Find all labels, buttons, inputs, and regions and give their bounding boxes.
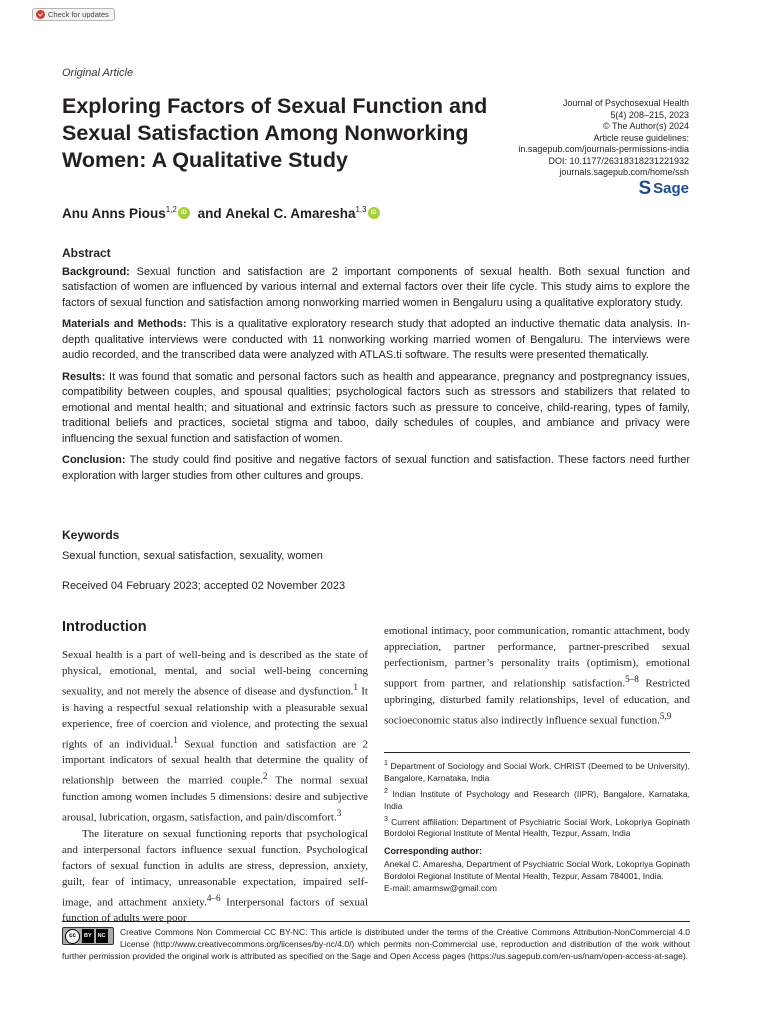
corresponding-email[interactable]: E-mail: amarmsw@gmail.com [384, 883, 498, 893]
author-2-name: Anekal C. Amaresha [225, 206, 356, 221]
affiliation-1 [384, 757, 690, 784]
journal-volume: 5(4) 208–215, 2023 [610, 109, 689, 120]
intro-paragraph-2-cont [384, 623, 690, 728]
affiliation-sup: 1 [384, 759, 388, 767]
conclusion-text: The study could find positive and negative factors of sexual function and satisfaction. These factors need further exploration with larger studies from other cultures and groups. [62, 454, 690, 482]
orcid-icon[interactable]: iD [368, 207, 380, 219]
sage-s-icon: S [638, 178, 652, 199]
intro-text: The literature on sexual functioning reports that psychological and interpersonal factors influence sexual function. Psychological factors of sexual function in adults are stress, depression, anxiety, guilt, fear of intimacy, unreasonable expectation, impaired self-image, and attachment anxiety. [62, 827, 368, 909]
affiliation-sup: 2 [384, 786, 388, 795]
license-block [62, 926, 690, 962]
journal-name: Journal of Psychosexual Health [562, 98, 689, 108]
by-icon: BY [82, 929, 94, 943]
citation[interactable]: 5,9 [659, 710, 672, 721]
intro-column-left [62, 619, 368, 926]
intro-heading: Introduction [62, 619, 147, 635]
conclusion-label: Conclusion: [62, 454, 126, 466]
author-and: and [197, 206, 222, 221]
keywords-heading: Keywords [62, 528, 120, 542]
received-dates: Received 04 February 2023; accepted 02 November 2023 [62, 580, 346, 592]
citation[interactable]: 2 [262, 771, 268, 782]
affiliation-sup: 3 [384, 814, 388, 823]
license-divider [62, 921, 690, 922]
intro-column-right [384, 623, 690, 728]
citation[interactable]: 1 [173, 734, 178, 745]
corresponding-author [384, 845, 690, 894]
corresponding-heading: Corresponding author: [384, 846, 482, 856]
affiliation-2 [384, 785, 690, 812]
results-text: It was found that somatic and personal factors such as health and appearance, pregnancy and postpregnancy issues, compatibility between couples, and spousal qualities; psychological factors such as stressors and stabilizers that related to emotional and mental health; and situational and extrinsic factors such as pressure to conceive, child-rearing, types of family, traditional beliefs and practices, societal stigma and taboo, daily schedules of couples, and ambiance and privacy were influencing the sexual function and satisfaction of women. [62, 370, 690, 445]
intro-text: The normal sexual function among women includes 5 dimensions: desire and subjective arousal, lubrication, orgasm, satisfaction, and pain/discomfort. [62, 774, 368, 824]
citation[interactable]: 5–8 [625, 674, 639, 684]
citation[interactable]: 3 [336, 807, 342, 818]
reuse-label: Article reuse guidelines: [593, 132, 689, 143]
intro-text: Sexual health is a part of well-being and is described as the state of physical, emotional, mental, and social well-being concerning sexuality, and not merely the absence of disease and dysfunction. [62, 649, 368, 698]
journal-meta [518, 98, 689, 179]
abstract-heading: Abstract [62, 246, 111, 260]
background-label: Background: [62, 265, 130, 278]
article-title: Exploring Factors of Sexual Function and Sexual Satisfaction Among Nonworking Women: A Qualitative Study [62, 94, 488, 172]
corresponding-text: Anekal C. Amaresha, Department of Psychiatric Social Work, Lokopriya Gopinath Bordoloi Regional Institute of Mental Health, Tezpur, Assam 784001, India. [384, 859, 690, 881]
permissions-link[interactable]: in.sagepub.com/journals-permissions-india [518, 144, 689, 154]
abstract-section [62, 246, 690, 490]
methods-label: Materials and Methods: [62, 318, 187, 330]
check-updates-icon [36, 10, 45, 19]
abstract-conclusion [62, 453, 690, 484]
intro-text: Interpersonal factors of sexual function of adults were poor [62, 896, 368, 925]
intro-text: emotional intimacy, poor communication, romantic attachment, body appreciation, partner performance, partner-prescribed sexual perfectionism, partner’s personality traits (optimism), emotional support from partner, and relationship satisfaction. [384, 625, 690, 690]
author-line [62, 206, 384, 221]
affiliation-text: Indian Institute of Psychology and Research (IIPR), Bangalore, Karnataka, India [384, 788, 690, 811]
affiliations [384, 757, 690, 840]
journal-home-link[interactable]: journals.sagepub.com/home/ssh [559, 167, 689, 177]
intro-paragraph-2 [62, 826, 368, 927]
check-for-updates-label: Check for updates [48, 10, 109, 19]
results-label: Results: [62, 370, 106, 383]
keywords-section [62, 528, 690, 562]
affiliation-text: Current affiliation: Department of Psychiatric Social Work, Lokopriya Gopinath Bordoloi Regional Institute of Mental Health, Tezpur, Assam, India [384, 816, 690, 839]
copyright: © The Author(s) 2024 [602, 121, 689, 131]
intro-paragraph-1 [62, 647, 368, 826]
citation[interactable]: 4–6 [206, 892, 221, 903]
sage-logo[interactable] [638, 180, 689, 197]
citation[interactable]: 1 [353, 682, 358, 692]
methods-text: This is a qualitative exploratory research study that adopted an inductive thematic data analysis. In-depth qualitative interviews were conducted with 11 nonworking working married women of Bengaluru. The interviews were audio recorded, and the transcribed data were analyzed with ATLAS.ti software. The results were presented thematically. [62, 318, 690, 361]
cc-icon: cc [65, 929, 80, 944]
doi[interactable]: DOI: 10.1177/26318318231221932 [548, 155, 689, 166]
author-2-affil: 1,3 [355, 205, 367, 214]
article-type: Original Article [62, 67, 134, 79]
cc-by-nc-icon[interactable] [62, 927, 114, 945]
author-1-affil: 1,2 [165, 205, 177, 214]
abstract-methods [62, 317, 690, 364]
intro-text: Restricted upbringing, disturbed family relationships, level of education, and socioeconomic status also indirectly influence sexual function. [384, 677, 690, 727]
footnote-divider [384, 752, 690, 753]
abstract-results [62, 370, 690, 448]
license-text: Creative Commons Non Commercial CC BY-NC: This article is distributed under the terms of the Creative Commons Attribution-NonCommercial 4.0 License (http://www.creativecommons.org/licenses/by-nc/4.0/) which permits non-Commercial use, reproduction and distribution of the work without further permission provided the original work is attributed as specified on the Sage and Open Access pages (https://us.sagepub.com/en-us/nam/open-access-at-sage). [62, 927, 690, 961]
keywords-text: Sexual function, sexual satisfaction, sexuality, women [62, 550, 323, 562]
author-1-name: Anu Anns Pious [62, 206, 166, 221]
orcid-icon[interactable]: iD [178, 207, 190, 219]
intro-text: Sexual function and satisfaction are 2 important indicators of sexual health that determine the quality of relationship between the married couple. [62, 738, 368, 787]
sage-logo-text: Sage [653, 180, 689, 197]
background-text: Sexual function and satisfaction are 2 important components of sexual health. Both sexual function and satisfaction of women are influenced by various internal and external factors over their life cycle. This study aims to explore the factors of sexual function and satisfaction among nonworking married women in Bengaluru using a qualitative exploratory study. [62, 265, 690, 309]
check-for-updates-badge[interactable] [32, 8, 115, 21]
nc-icon: NC [96, 929, 108, 943]
abstract-background [62, 265, 690, 312]
intro-text: It is having a respectful sexual relationship with a pleasurable sexual experience, free of coercion and violence, and protecting the sexual rights of an individual. [62, 685, 368, 751]
affiliation-3 [384, 813, 690, 840]
affiliation-text: Department of Sociology and Social Work, CHRIST (Deemed to be University), Bangalore, Karnataka, India [384, 760, 690, 783]
